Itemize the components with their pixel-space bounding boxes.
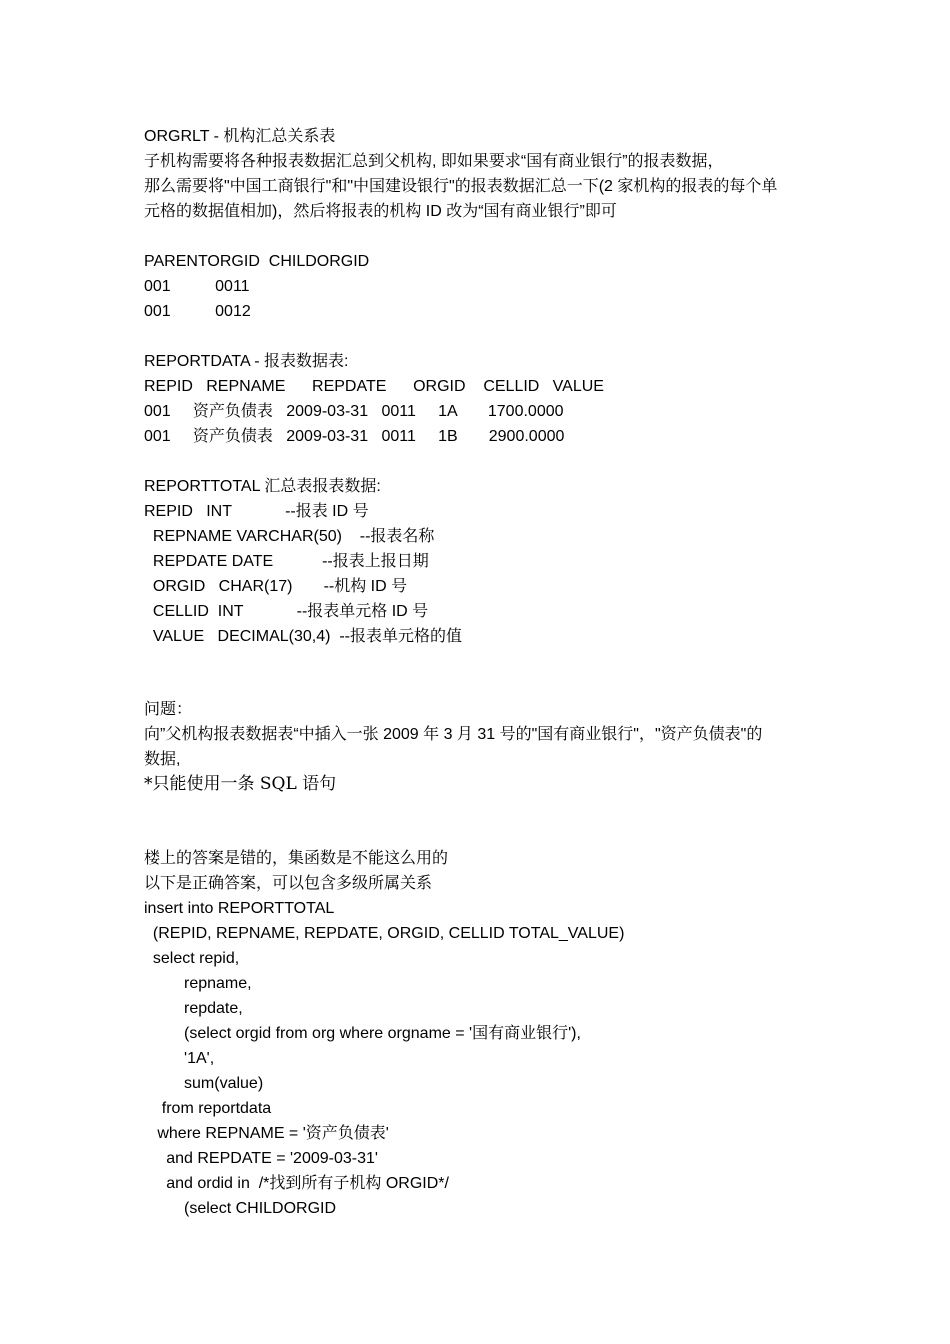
- text-line: 001 资产负债表 2009-03-31 0011 1B 2900.0000: [144, 428, 565, 445]
- code-line: and ordid in /*找到所有子机构 ORGID*/: [144, 1175, 449, 1192]
- code-line: sum(value): [144, 1075, 264, 1092]
- text-line: ORGID CHAR(17) --机构 ID 号: [144, 578, 408, 595]
- text-line: 以下是正确答案，可以包含多级所属关系: [144, 875, 433, 892]
- code-line: (select orgid from org where orgname = '国有商业银行'),: [144, 1025, 581, 1042]
- text-line: 问题：: [144, 701, 193, 718]
- text-line: PARENTORGID CHILDORGID: [144, 253, 370, 270]
- text-line: 数据,: [144, 751, 181, 768]
- text-line: ORGRLT - 机构汇总关系表: [144, 128, 336, 145]
- text-line: REPID REPNAME REPDATE ORGID CELLID VALUE: [144, 378, 604, 395]
- text-line: 001 0012: [144, 303, 251, 320]
- text-line: REPDATE DATE --报表上报日期: [144, 553, 429, 570]
- code-line: insert into REPORTTOTAL: [144, 900, 335, 917]
- text-line: REPID INT --报表 ID 号: [144, 503, 369, 520]
- text-line: 那么需要将"中国工商银行"和"中国建设银行"的报表数据汇总一下(2 家机构的报表的每个单: [144, 178, 778, 195]
- text-line: REPORTDATA - 报表数据表:: [144, 353, 349, 370]
- text-line: 001 资产负债表 2009-03-31 0011 1A 1700.0000: [144, 403, 564, 420]
- code-line: select repid,: [144, 950, 240, 967]
- code-line: where REPNAME = '资产负债表': [144, 1125, 389, 1142]
- text-line: CELLID INT --报表单元格 ID 号: [144, 603, 429, 620]
- text-line: *只能使用一条 SQL 语句: [144, 774, 337, 794]
- text-line: VALUE DECIMAL(30,4) --报表单元格的值: [144, 628, 462, 645]
- text-line: 向”父机构报表数据表“中插入一张 2009 年 3 月 31 号的"国有商业银行"，"资产负债表"的: [144, 726, 763, 743]
- code-line: from reportdata: [144, 1100, 272, 1117]
- text-line: 元格的数据值相加)，然后将报表的机构 ID 改为“国有商业银行”即可: [144, 203, 617, 220]
- code-line: and REPDATE = '2009-03-31': [144, 1150, 378, 1167]
- text-line: 楼上的答案是错的，集函数是不能这么用的: [144, 850, 449, 867]
- code-line: repname,: [144, 975, 252, 992]
- code-line: '1A',: [144, 1050, 215, 1067]
- code-line: repdate,: [144, 1000, 243, 1017]
- code-line: (REPID, REPNAME, REPDATE, ORGID, CELLID TOTAL_VALUE): [144, 925, 625, 942]
- text-line: 001 0011: [144, 278, 250, 295]
- text-line: 子机构需要将各种报表数据汇总到父机构, 即如果要求“国有商业银行”的报表数据，: [144, 153, 724, 170]
- code-line: (select CHILDORGID: [144, 1200, 337, 1217]
- text-line: REPNAME VARCHAR(50) --报表名称: [144, 528, 435, 545]
- text-line: REPORTTOTAL 汇总表报表数据:: [144, 478, 381, 495]
